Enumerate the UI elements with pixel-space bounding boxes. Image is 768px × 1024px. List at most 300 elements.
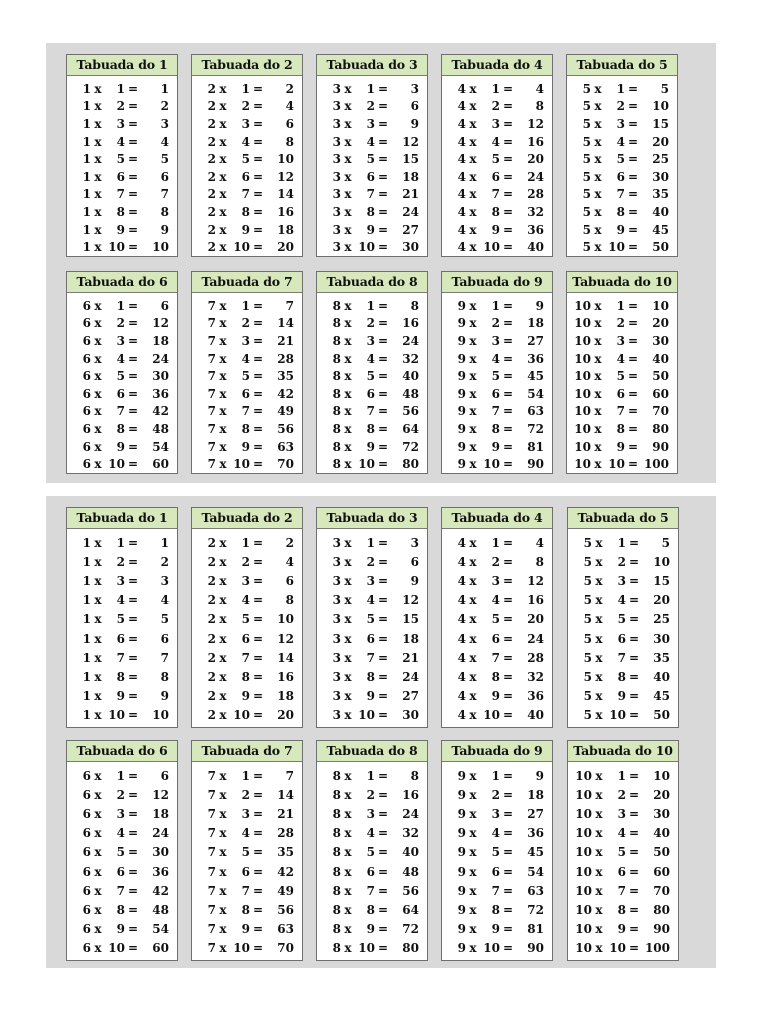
times-sign: x: [344, 806, 352, 821]
card-title: Tabuada do 7: [192, 272, 302, 293]
multiplier: 9: [241, 222, 250, 237]
equation-row: [67, 455, 177, 473]
equals-sign: =: [377, 116, 389, 131]
product: 42: [277, 386, 294, 401]
product: 7: [285, 768, 294, 783]
times-sign: x: [344, 316, 352, 331]
times-sign: x: [344, 535, 352, 550]
multiplicand: 7: [207, 787, 216, 802]
product: 18: [527, 787, 544, 802]
multiplier: 8: [241, 204, 250, 219]
equation-row: [67, 785, 177, 804]
equals-sign: =: [627, 204, 639, 219]
times-sign: x: [94, 81, 102, 96]
times-sign: x: [469, 902, 477, 917]
multiplicand: 10: [574, 457, 591, 472]
equation-row: [442, 115, 552, 133]
times-sign: x: [469, 99, 477, 114]
times-sign: x: [344, 99, 352, 114]
times-sign: x: [595, 922, 603, 937]
multiplicand: 10: [574, 316, 591, 331]
times-sign: x: [219, 240, 227, 255]
equals-sign: =: [502, 240, 514, 255]
multiplicand: 10: [574, 333, 591, 348]
times-sign: x: [94, 240, 102, 255]
times-sign: x: [94, 457, 102, 472]
times-sign: x: [344, 369, 352, 384]
multiplicand: 4: [457, 669, 466, 684]
times-sign: x: [594, 81, 602, 96]
multiplicand: 9: [457, 386, 466, 401]
multiplicand: 9: [457, 316, 466, 331]
times-sign: x: [219, 134, 227, 149]
multiplicand: 9: [457, 333, 466, 348]
multiplier: 8: [617, 669, 626, 684]
times-sign: x: [469, 316, 477, 331]
equation-row: [67, 221, 177, 239]
equation-row: [317, 552, 427, 571]
equals-sign: =: [127, 222, 139, 237]
multiplier: 10: [483, 240, 500, 255]
equals-sign: =: [377, 152, 389, 167]
multiplier: 4: [241, 134, 250, 149]
times-sign: x: [469, 386, 477, 401]
equation-row: [567, 115, 677, 133]
product: 100: [644, 941, 670, 956]
multiplier: 6: [116, 169, 125, 184]
product: 60: [653, 864, 670, 879]
equation-row: [442, 420, 552, 438]
times-sign: x: [94, 631, 102, 646]
equals-sign: =: [127, 554, 139, 569]
equals-sign: =: [377, 81, 389, 96]
multiplier: 9: [491, 222, 500, 237]
times-sign: x: [595, 787, 603, 802]
equals-sign: =: [252, 806, 264, 821]
times-table-card: [316, 740, 428, 961]
times-sign: x: [219, 593, 227, 608]
equals-sign: =: [377, 631, 389, 646]
equals-sign: =: [377, 826, 389, 841]
times-sign: x: [219, 152, 227, 167]
product: 20: [277, 708, 294, 723]
multiplicand: 7: [207, 941, 216, 956]
product: 18: [527, 316, 544, 331]
equals-sign: =: [502, 787, 514, 802]
card-title: Tabuada do 10: [568, 741, 678, 762]
equation-row: [317, 824, 427, 843]
card-rows: [442, 762, 552, 958]
times-sign: x: [219, 883, 227, 898]
times-table-card: [66, 740, 178, 961]
multiplier: 2: [616, 99, 625, 114]
equals-sign: =: [377, 573, 389, 588]
equation-row: [442, 98, 552, 116]
multiplier: 7: [616, 187, 625, 202]
multiplier: 5: [241, 845, 250, 860]
product: 80: [402, 457, 419, 472]
multiplicand: 3: [332, 689, 341, 704]
equation-row: [567, 403, 677, 421]
equals-sign: =: [252, 404, 264, 419]
multiplicand: 1: [82, 99, 91, 114]
multiplier: 10: [358, 708, 375, 723]
times-sign: x: [469, 240, 477, 255]
times-table-card: [441, 507, 553, 728]
multiplier: 2: [116, 316, 125, 331]
multiplier: 7: [116, 883, 125, 898]
equals-sign: =: [502, 204, 514, 219]
equals-sign: =: [252, 316, 264, 331]
equals-sign: =: [502, 689, 514, 704]
multiplier: 4: [617, 826, 626, 841]
equals-sign: =: [502, 187, 514, 202]
multiplicand: 4: [457, 689, 466, 704]
multiplicand: 10: [575, 787, 592, 802]
multiplicand: 2: [207, 669, 216, 684]
times-table-card: [441, 54, 553, 257]
times-sign: x: [469, 152, 477, 167]
times-sign: x: [344, 298, 352, 313]
product: 14: [277, 787, 294, 802]
multiplier: 8: [616, 204, 625, 219]
times-sign: x: [219, 826, 227, 841]
product: 18: [277, 689, 294, 704]
equation-row: [442, 881, 552, 900]
equals-sign: =: [252, 845, 264, 860]
multiplicand: 2: [207, 134, 216, 149]
multiplier: 2: [116, 787, 125, 802]
equation-row: [567, 332, 677, 350]
times-sign: x: [344, 631, 352, 646]
times-sign: x: [594, 187, 602, 202]
multiplier: 4: [491, 351, 500, 366]
multiplicand: 2: [207, 222, 216, 237]
equals-sign: =: [502, 333, 514, 348]
product: 63: [277, 439, 294, 454]
equals-sign: =: [502, 631, 514, 646]
card-rows: [442, 529, 552, 725]
equals-sign: =: [502, 351, 514, 366]
product: 24: [402, 204, 419, 219]
times-table-card: [567, 740, 679, 961]
product: 25: [653, 612, 670, 627]
equation-row: [192, 610, 302, 629]
product: 24: [402, 669, 419, 684]
equals-sign: =: [628, 650, 640, 665]
product: 7: [285, 298, 294, 313]
multiplier: 1: [491, 298, 500, 313]
multiplicand: 7: [207, 316, 216, 331]
times-sign: x: [219, 316, 227, 331]
equals-sign: =: [252, 99, 264, 114]
equation-row: [67, 297, 177, 315]
product: 6: [410, 554, 419, 569]
product: 49: [277, 404, 294, 419]
multiplicand: 3: [332, 99, 341, 114]
equals-sign: =: [628, 883, 640, 898]
equation-row: [192, 168, 302, 186]
multiplier: 6: [366, 169, 375, 184]
product: 35: [277, 845, 294, 860]
multiplicand: 10: [575, 864, 592, 879]
multiplicand: 10: [575, 806, 592, 821]
multiplier: 1: [491, 535, 500, 550]
equals-sign: =: [252, 612, 264, 627]
multiplicand: 6: [82, 457, 91, 472]
product: 32: [527, 669, 544, 684]
product: 21: [277, 333, 294, 348]
multiplier: 4: [491, 826, 500, 841]
times-sign: x: [94, 883, 102, 898]
multiplier: 3: [617, 573, 626, 588]
equals-sign: =: [252, 535, 264, 550]
multiplier: 9: [491, 922, 500, 937]
equals-sign: =: [377, 134, 389, 149]
product: 30: [652, 169, 669, 184]
multiplicand: 10: [575, 845, 592, 860]
multiplicand: 3: [332, 116, 341, 131]
equals-sign: =: [252, 369, 264, 384]
equals-sign: =: [127, 535, 139, 550]
equation-row: [442, 80, 552, 98]
product: 16: [527, 134, 544, 149]
multiplicand: 2: [207, 593, 216, 608]
product: 30: [152, 845, 169, 860]
times-sign: x: [595, 612, 603, 627]
multiplicand: 7: [207, 883, 216, 898]
multiplicand: 6: [82, 941, 91, 956]
product: 5: [160, 152, 169, 167]
times-table-card: [191, 740, 303, 961]
multiplier: 2: [491, 554, 500, 569]
times-sign: x: [219, 689, 227, 704]
times-sign: x: [344, 554, 352, 569]
multiplicand: 7: [207, 922, 216, 937]
product: 10: [277, 612, 294, 627]
equation-row: [442, 186, 552, 204]
equation-row: [568, 687, 678, 706]
product: 60: [152, 457, 169, 472]
equation-row: [67, 939, 177, 958]
product: 10: [277, 152, 294, 167]
multiplicand: 4: [457, 99, 466, 114]
multiplicand: 1: [82, 554, 91, 569]
times-sign: x: [219, 204, 227, 219]
multiplier: 8: [241, 421, 250, 436]
product: 30: [652, 333, 669, 348]
product: 49: [277, 883, 294, 898]
product: 24: [152, 826, 169, 841]
multiplier: 8: [366, 902, 375, 917]
multiplier: 2: [617, 787, 626, 802]
equation-row: [317, 900, 427, 919]
equation-row: [192, 203, 302, 221]
product: 32: [402, 826, 419, 841]
multiplicand: 5: [582, 187, 591, 202]
equation-row: [567, 186, 677, 204]
multiplicand: 4: [457, 631, 466, 646]
multiplier: 8: [491, 669, 500, 684]
times-sign: x: [344, 864, 352, 879]
multiplier: 1: [617, 535, 626, 550]
equals-sign: =: [502, 404, 514, 419]
product: 20: [652, 134, 669, 149]
equation-row: [567, 438, 677, 456]
product: 1: [160, 81, 169, 96]
multiplicand: 6: [82, 806, 91, 821]
multiplier: 10: [483, 457, 500, 472]
multiplication-sheet-top: [46, 43, 716, 483]
times-sign: x: [344, 457, 352, 472]
product: 12: [402, 134, 419, 149]
multiplicand: 10: [574, 369, 591, 384]
multiplier: 5: [491, 845, 500, 860]
times-sign: x: [94, 439, 102, 454]
product: 48: [152, 902, 169, 917]
equation-row: [568, 881, 678, 900]
equals-sign: =: [502, 826, 514, 841]
product: 9: [160, 222, 169, 237]
multiplicand: 8: [332, 941, 341, 956]
multiplier: 10: [233, 457, 250, 472]
equation-row: [317, 438, 427, 456]
multiplicand: 9: [457, 369, 466, 384]
product: 2: [160, 554, 169, 569]
multiplicand: 4: [457, 187, 466, 202]
equation-row: [67, 766, 177, 785]
product: 10: [652, 99, 669, 114]
equation-row: [67, 687, 177, 706]
equals-sign: =: [252, 222, 264, 237]
times-sign: x: [594, 222, 602, 237]
product: 72: [527, 421, 544, 436]
equals-sign: =: [502, 593, 514, 608]
equals-sign: =: [628, 864, 640, 879]
multiplier: 5: [241, 369, 250, 384]
equals-sign: =: [627, 134, 639, 149]
multiplier: 5: [116, 612, 125, 627]
product: 64: [402, 421, 419, 436]
equation-row: [192, 804, 302, 823]
multiplier: 6: [617, 631, 626, 646]
equation-row: [567, 150, 677, 168]
multiplier: 7: [241, 404, 250, 419]
equals-sign: =: [502, 573, 514, 588]
multiplicand: 2: [207, 650, 216, 665]
multiplicand: 2: [207, 240, 216, 255]
multiplicand: 3: [332, 535, 341, 550]
equation-row: [192, 297, 302, 315]
times-sign: x: [94, 650, 102, 665]
product: 15: [653, 573, 670, 588]
equation-row: [442, 455, 552, 473]
equals-sign: =: [252, 240, 264, 255]
card-rows: [192, 293, 302, 473]
equation-row: [67, 186, 177, 204]
multiplier: 7: [116, 187, 125, 202]
multiplicand: 1: [82, 612, 91, 627]
product: 12: [277, 631, 294, 646]
times-sign: x: [219, 708, 227, 723]
multiplicand: 10: [575, 826, 592, 841]
multiplicand: 8: [332, 457, 341, 472]
card-rows: [67, 293, 177, 473]
product: 27: [402, 689, 419, 704]
equals-sign: =: [628, 768, 640, 783]
multiplicand: 2: [207, 535, 216, 550]
multiplicand: 1: [82, 708, 91, 723]
equation-row: [442, 203, 552, 221]
multiplier: 4: [616, 351, 625, 366]
times-sign: x: [595, 826, 603, 841]
equation-row: [317, 350, 427, 368]
equals-sign: =: [377, 708, 389, 723]
equation-row: [317, 315, 427, 333]
times-sign: x: [344, 922, 352, 937]
multiplier: 1: [116, 298, 125, 313]
multiplier: 2: [241, 316, 250, 331]
multiplier: 4: [116, 593, 125, 608]
equation-row: [67, 706, 177, 725]
product: 5: [160, 612, 169, 627]
card-rows: [67, 762, 177, 958]
multiplier: 3: [116, 116, 125, 131]
equation-row: [67, 367, 177, 385]
equation-row: [442, 168, 552, 186]
equation-row: [568, 591, 678, 610]
equation-row: [67, 920, 177, 939]
product: 24: [402, 806, 419, 821]
equation-row: [442, 648, 552, 667]
equation-row: [317, 168, 427, 186]
times-sign: x: [594, 116, 602, 131]
equation-row: [568, 843, 678, 862]
product: 40: [652, 204, 669, 219]
equals-sign: =: [127, 116, 139, 131]
equals-sign: =: [377, 535, 389, 550]
times-sign: x: [344, 768, 352, 783]
times-table-card: [441, 271, 553, 474]
multiplicand: 5: [583, 593, 592, 608]
multiplicand: 6: [82, 826, 91, 841]
multiplicand: 9: [457, 457, 466, 472]
equals-sign: =: [628, 573, 640, 588]
multiplicand: 5: [583, 631, 592, 646]
equals-sign: =: [628, 902, 640, 917]
equation-row: [442, 133, 552, 151]
product: 50: [653, 708, 670, 723]
equals-sign: =: [502, 316, 514, 331]
multiplier: 3: [241, 333, 250, 348]
multiplicand: 6: [82, 298, 91, 313]
times-sign: x: [469, 883, 477, 898]
equals-sign: =: [627, 298, 639, 313]
times-sign: x: [594, 404, 602, 419]
multiplicand: 5: [582, 152, 591, 167]
multiplier: 10: [483, 708, 500, 723]
multiplier: 2: [241, 787, 250, 802]
times-sign: x: [344, 650, 352, 665]
times-sign: x: [595, 593, 603, 608]
equation-row: [317, 920, 427, 939]
equals-sign: =: [127, 864, 139, 879]
multiplicand: 1: [82, 573, 91, 588]
times-sign: x: [219, 941, 227, 956]
multiplier: 4: [116, 826, 125, 841]
multiplier: 1: [116, 81, 125, 96]
equation-row: [317, 98, 427, 116]
